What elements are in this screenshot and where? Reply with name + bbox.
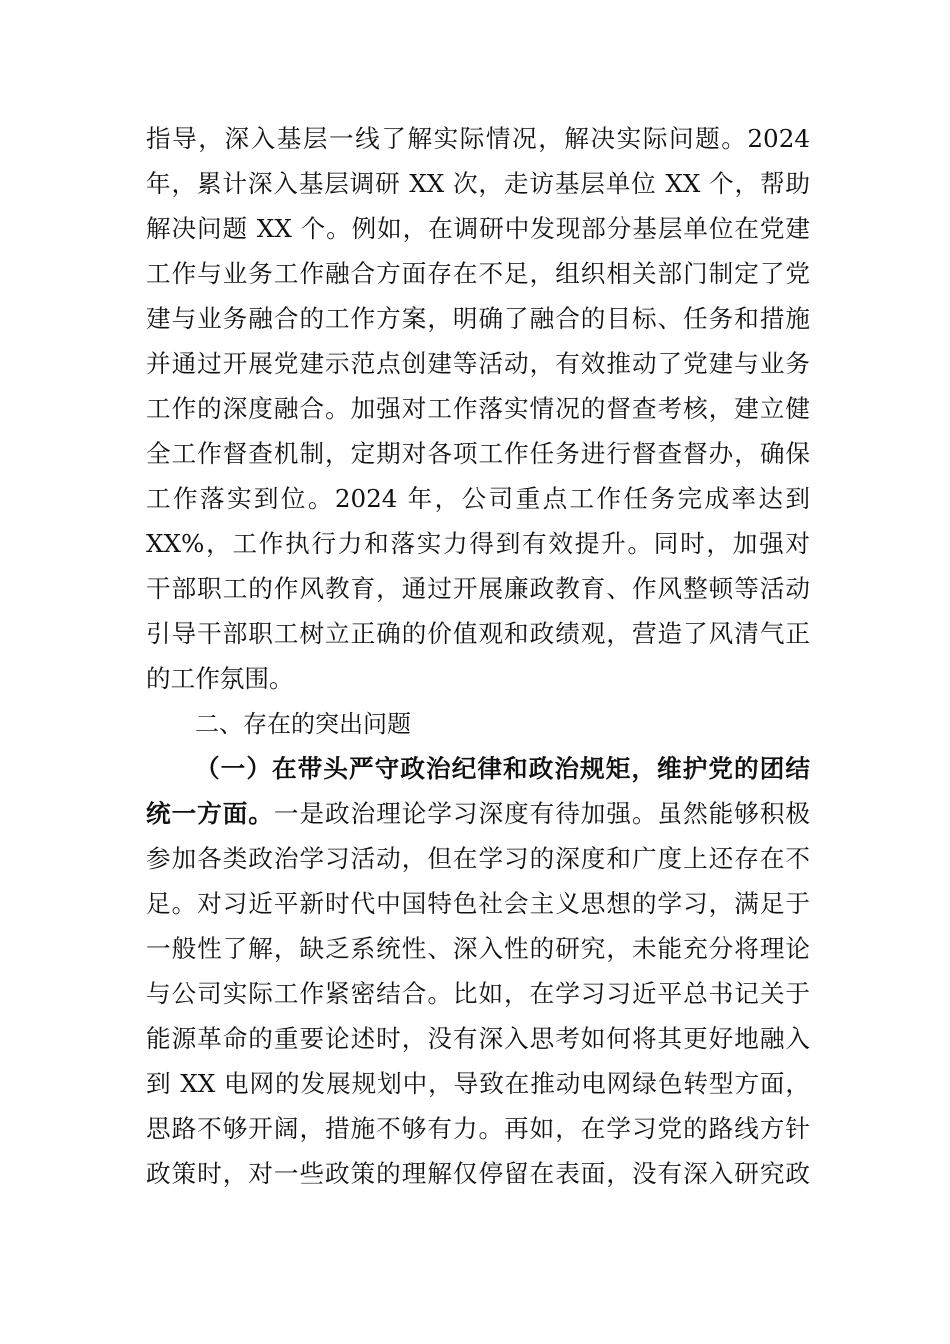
paragraph-text: 一是政治理论学习深度有待加强。虽然能够积极 bbox=[273, 799, 810, 828]
paragraph-line: 一般性了解，缺乏系统性、深入性的研究，未能充分将理论 bbox=[146, 934, 810, 963]
subsection-title-end: 统一方面。 bbox=[146, 799, 274, 828]
paragraph-line: XX%，工作执行力和落实力得到有效提升。同时，加强对 bbox=[146, 529, 810, 558]
paragraph-line: 全工作督查机制，定期对各项工作任务进行督查督办，确保 bbox=[146, 439, 810, 468]
subsection-title: （一）在带头严守政治纪律和政治规矩，维护党的团结 bbox=[195, 754, 810, 783]
section-heading: 二、存在的突出问题 bbox=[195, 710, 411, 738]
paragraph-line: 思路不够开阔，措施不够有力。再如，在学习党的路线方针 bbox=[146, 1114, 810, 1143]
paragraph-line: 解决问题 XX 个。例如，在调研中发现部分基层单位在党建 bbox=[146, 214, 810, 243]
paragraph-line: 政策时，对一些政策的理解仅停留在表面，没有深入研究政 bbox=[146, 1159, 810, 1188]
paragraph-line: 到 XX 电网的发展规划中，导致在推动电网绿色转型方面， bbox=[146, 1069, 810, 1098]
paragraph-line bbox=[146, 795, 810, 833]
paragraph-line: 干部职工的作风教育，通过开展廉政教育、作风整顿等活动 bbox=[146, 574, 810, 603]
paragraph-line: 能源革命的重要论述时，没有深入思考如何将其更好地融入 bbox=[146, 1024, 810, 1053]
paragraph-line: 年，累计深入基层调研 XX 次，走访基层单位 XX 个，帮助 bbox=[146, 169, 810, 198]
paragraph-line: 工作的深度融合。加强对工作落实情况的督查考核，建立健 bbox=[146, 394, 810, 423]
paragraph-line: 工作落实到位。2024 年，公司重点工作任务完成率达到 bbox=[146, 484, 810, 513]
paragraph-line: 与公司实际工作紧密结合。比如，在学习习近平总书记关于 bbox=[146, 979, 810, 1008]
paragraph-line: 参加各类政治学习活动，但在学习的深度和广度上还存在不 bbox=[146, 844, 810, 873]
paragraph-line: 引导干部职工树立正确的价值观和政绩观，营造了风清气正 bbox=[146, 619, 810, 648]
paragraph-line: 建与业务融合的工作方案，明确了融合的目标、任务和措施 bbox=[146, 304, 810, 333]
paragraph-line: 工作与业务工作融合方面存在不足，组织相关部门制定了党 bbox=[146, 259, 810, 288]
paragraph-line: 足。对习近平新时代中国特色社会主义思想的学习，满足于 bbox=[146, 889, 810, 918]
paragraph-line: 指导，深入基层一线了解实际情况，解决实际问题。2024 bbox=[146, 124, 810, 153]
paragraph-line: 的工作氛围。 bbox=[146, 664, 294, 693]
paragraph-line: 并通过开展党建示范点创建等活动，有效推动了党建与业务 bbox=[146, 349, 810, 378]
